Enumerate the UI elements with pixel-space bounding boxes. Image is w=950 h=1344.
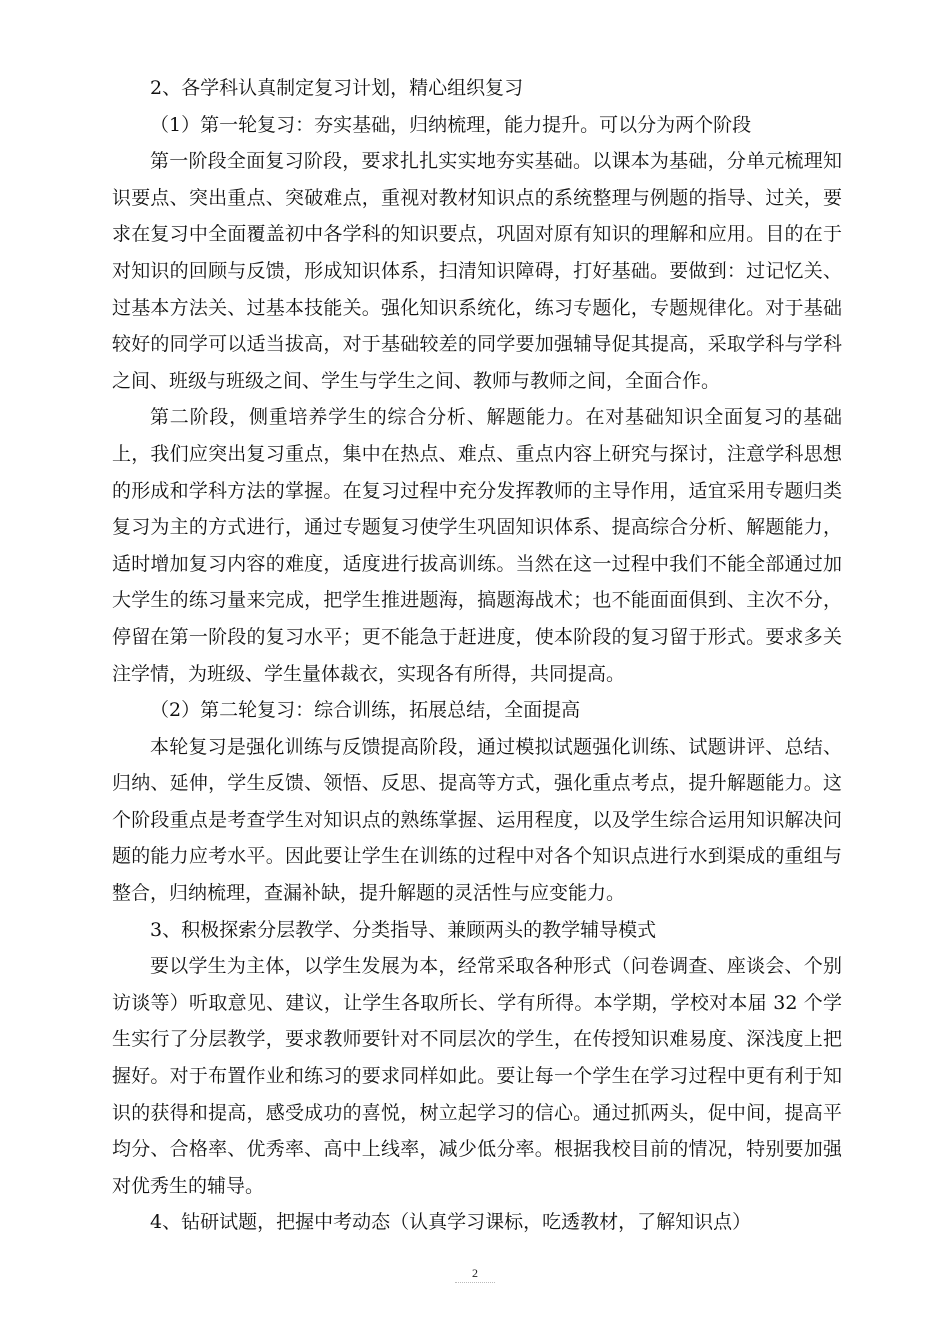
paragraph-tiered-teaching: 要以学生为主体，以学生发展为本，经常采取各种形式（问卷调查、座谈会、个别访谈等）听取意见、建议，让学生各取所长、学有所得。本学期，学校对本届 32 个学生实行了分层教学，要求教师要针对不同层次的学生，在传授知识难易度、深浅度上把握好。对于布置作业和练习的要求同样如此。要让每一个学生在学习过程中更有利于知识的获得和提高，感受成功的喜悦，树立起学习的信心。通过抓两头，促中间，提高平均分、合格率、优秀率、高中上线率，减少低分率。根据我校目前的情况，特别要加强对优秀生的辅导。 bbox=[112, 955, 842, 1197]
paragraph-stage-2: 第二阶段，侧重培养学生的综合分析、解题能力。在对基础知识全面复习的基础上，我们应突出复习重点，集中在热点、难点、重点内容上研究与探讨，注意学科思想的形成和学科方法的掌握。在复习过程中充分发挥教师的主导作用，适宜采用专题归类复习为主的方式进行，通过专题复习使学生巩固知识体系、提高综合分析、解题能力，适时增加复习内容的难度，适度进行拔高训练。当然在这一过程中我们不能全部通过加大学生的练习量来完成，把学生推进题海，搞题海战术；也不能面面俱到、主次不分，停留在第一阶段的复习水平；更不能急于赶进度，使本阶段的复习留于形式。要求多关注学情，为班级、学生量体裁衣，实现各有所得，共同提高。 bbox=[112, 406, 842, 685]
page-number: 2 bbox=[472, 1266, 478, 1280]
section-heading-2: 2、各学科认真制定复习计划，精心组织复习 bbox=[150, 77, 524, 99]
paragraph-round-2: 本轮复习是强化训练与反馈提高阶段，通过模拟试题强化训练、试题讲评、总结、归纳、延伸，学生反馈、领悟、反思、提高等方式，强化重点考点，提升解题能力。这个阶段重点是考查学生对知识点的熟练掌握、运用程度，以及学生综合运用知识解决问题的能力应考水平。因此要让学生在训练的过程中对各个知识点进行水到渠成的重组与整合，归纳梳理，查漏补缺，提升解题的灵活性与应变能力。 bbox=[112, 735, 842, 905]
section-heading-3: 3、积极探索分层教学、分类指导、兼顾两头的教学辅导模式 bbox=[150, 918, 657, 941]
footer-divider bbox=[455, 1282, 495, 1283]
subsection-heading-round-2: （2）第二轮复习：综合训练，拓展总结，全面提高 bbox=[150, 699, 581, 722]
subsection-heading-round-1: （1）第一轮复习：夯实基础，归纳梳理，能力提升。可以分为两个阶段 bbox=[150, 113, 752, 136]
document-body bbox=[112, 70, 842, 1241]
paragraph-stage-1: 第一阶段全面复习阶段，要求扎扎实实地夯实基础。以课本为基础，分单元梳理知识要点、突出重点、突破难点，重视对教材知识点的系统整理与例题的指导、过关，要求在复习中全面覆盖初中各学科的知识要点，巩固对原有知识的理解和应用。目的在于对知识的回顾与反馈，形成知识体系，扫清知识障碍，打好基础。要做到：过记忆关、过基本方法关、过基本技能关。强化知识系统化，练习专题化，专题规律化。对于基础较好的同学可以适当拔高，对于基础较差的同学要加强辅导促其提高，采取学科与学科之间、班级与班级之间、学生与学生之间、教师与教师之间，全面合作。 bbox=[112, 150, 842, 392]
section-heading-4: 4、钻研试题，把握中考动态（认真学习课标，吃透教材，了解知识点） bbox=[150, 1211, 752, 1234]
